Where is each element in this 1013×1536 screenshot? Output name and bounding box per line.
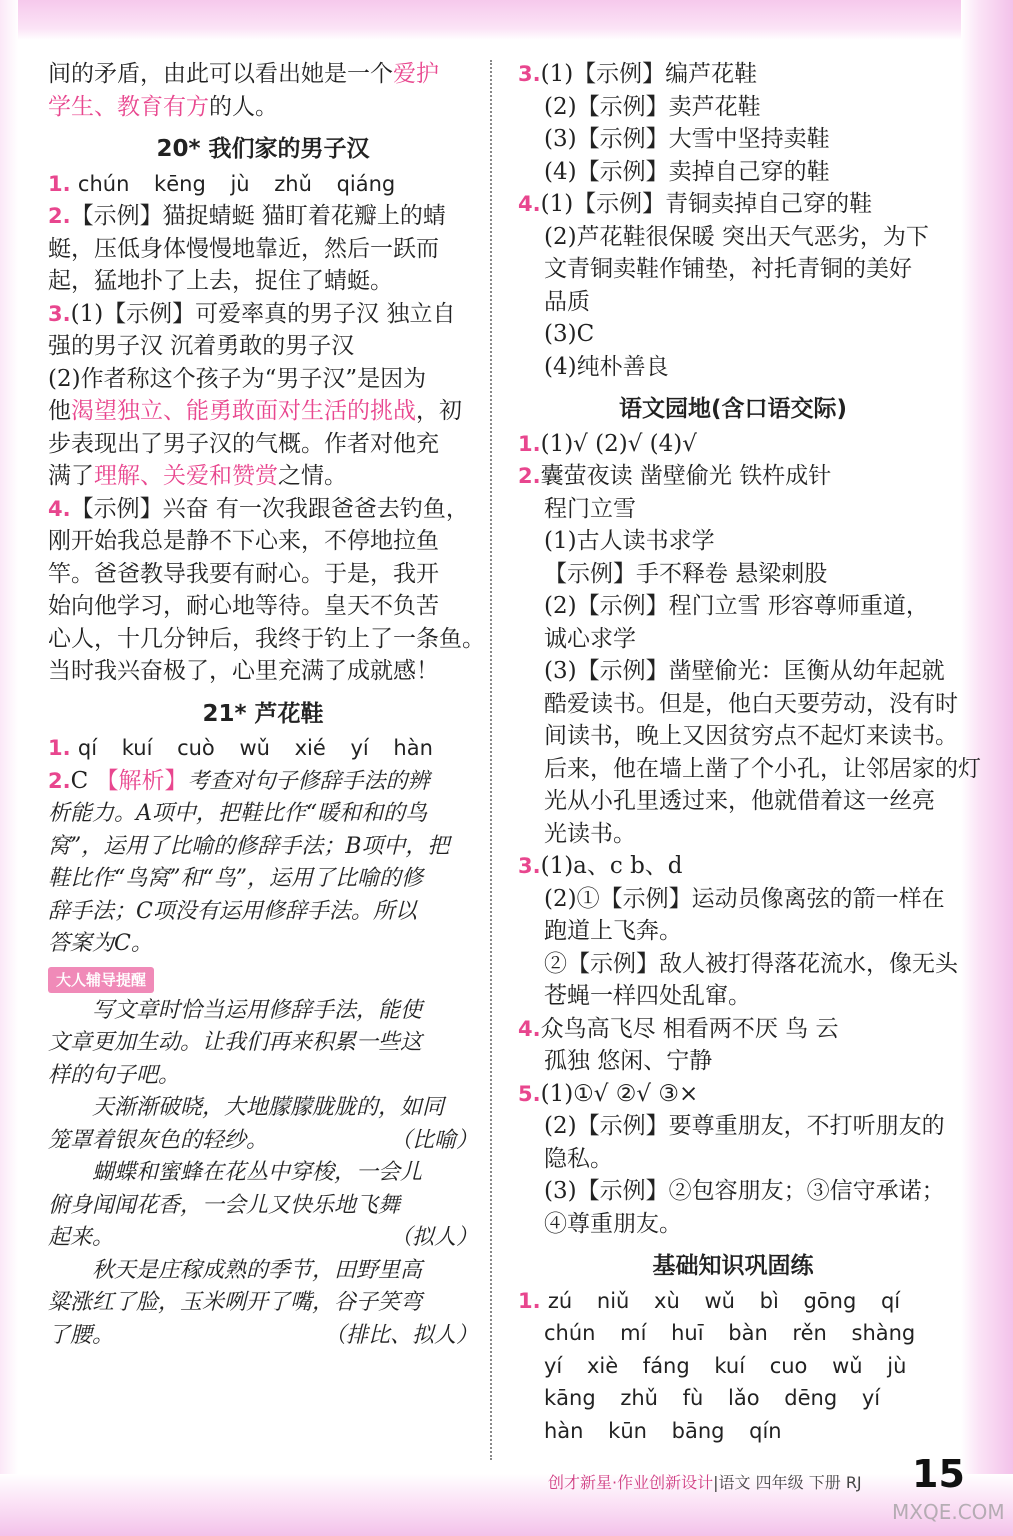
l21-q2-line: 答案为C。 (48, 931, 153, 956)
l21-q2-line: 2.C 【解析】考查对句子修辞手法的辨 (48, 767, 430, 794)
yw-q2-line: 后来，他在墙上凿了个小孔，让邻居家的灯 (544, 755, 981, 782)
tip-line: 文章更加生动。让我们再来积累一些这 (48, 1030, 423, 1055)
page-number: 15 (912, 1452, 965, 1496)
yw-q5-line: 隐私。 (544, 1145, 613, 1172)
column-divider (490, 60, 492, 1460)
yw-q1: 1.(1)√ (2)√ (4)√ (518, 430, 697, 457)
l20-q3-line: 满了理解、关爱和赞赏之情。 (48, 463, 347, 489)
intro-line-1: 间的矛盾，由此可以看出她是一个爱护 (48, 61, 439, 87)
l20-q4-line: 当时我兴奋极了，心里充满了成就感！ (48, 658, 439, 684)
l21-q3-line: (3)【示例】大雪中坚持卖鞋 (544, 126, 830, 152)
yw-q2-line: (2)【示例】程门立雪 形容尊师重道， (544, 593, 929, 619)
l20-q3-line: (2)作者称这个孩子为“男子汉”是因为 (48, 365, 427, 392)
footer-term: 下册 (808, 1473, 841, 1492)
site-watermark: MXQE.COM (892, 1500, 1005, 1524)
footer-grade: 四年级 (755, 1473, 804, 1492)
l21-q4-line: (2)芦花鞋很保暖 突出天气恶劣，为下 (544, 223, 929, 250)
lesson-21-title: 21* 芦花鞋 (202, 700, 324, 727)
tip-line: 天渐渐破晓，大地朦朦胧胧的，如同 (92, 1095, 445, 1120)
parent-tip-badge: 大人辅导提醒 (48, 967, 154, 993)
l20-q3-line: 强的男子汉 沉着勇敢的男子汉 (48, 333, 355, 359)
l20-q4-line: 心人，十几分钟后，我终于钓上了一条鱼。 (48, 625, 485, 652)
decorative-frame-top (0, 0, 1013, 40)
yw-q2-line: (3)【示例】凿壁偷光：匡衡从幼年起就 (544, 658, 945, 684)
footer-brand: 创才新星·作业创新设计 (548, 1473, 714, 1492)
yw-q5-line: (2)【示例】要尊重朋友，不打听朋友的 (544, 1113, 945, 1139)
yw-q2-line: 程门立雪 (544, 495, 636, 522)
yw-q3-line: (2)①【示例】运动员像离弦的箭一样在 (544, 885, 945, 912)
l21-q2-line: 析能力。A项中，把鞋比作“暖和和的鸟 (48, 801, 428, 826)
yw-q4-line: 孤独 悠闲、宁静 (544, 1048, 713, 1074)
basic-q1-line: hàn kūn bāng qín (544, 1418, 782, 1443)
tip-line: 蝴蝶和蜜蜂在花丛中穿梭，一会儿 (92, 1160, 423, 1185)
yw-q2-line: 酷爱读书。但是，他白天要劳动，没有时 (544, 690, 958, 717)
yw-q4-line: 4.众鸟高飞尽 相看两不厌 鸟 云 (518, 1015, 839, 1042)
yw-q3-line: 3.(1)a、c b、d (518, 853, 683, 879)
l21-q2-line: 鞋比作“鸟窝”和“鸟”，运用了比喻的修 (48, 866, 423, 891)
yw-q2-line: (1)古人读书求学 (544, 528, 715, 554)
tip-line: 俯身闻闻花香，一会儿又快乐地飞舞 (48, 1192, 401, 1218)
yw-q3-line: 跑道上飞奔。 (544, 918, 682, 944)
tip-line: 写文章时恰当运用修辞手法，能使 (92, 997, 423, 1023)
tip-line: 粱涨红了脸，玉米咧开了嘴，谷子笑弯 (48, 1290, 423, 1315)
l20-q3-line: 他渴望独立、能勇敢面对生活的挑战，初 (48, 398, 462, 424)
basic-q1-line: chún mí huī bàn rěn shàng (544, 1321, 916, 1345)
l20-q4-line: 4.【示例】兴奋 有一次我跟爸爸去钓鱼， (48, 495, 469, 522)
footer-series: 创才新星·作业创新设计|语文 四年级 下册 RJ (548, 1473, 862, 1492)
l20-q2-line: 2.【示例】猫捉蜻蜓 猫盯着花瓣上的蜻 (48, 203, 446, 229)
yw-q2-line: 2.囊萤夜读 凿壁偷光 铁杵成针 (518, 463, 832, 489)
basic-q1-line: kāng zhǔ fù lǎo dēng yí (544, 1386, 881, 1410)
tip-line: 秋天是庄稼成熟的季节，田野里高 (92, 1257, 423, 1283)
yw-q2-line: 【示例】手不释卷 悬梁刺股 (544, 560, 828, 587)
decorative-frame-left (0, 0, 18, 1536)
yw-q5-line: 5.(1)①√ ②√ ③× (518, 1080, 699, 1107)
yw-q2-line: 诚心求学 (544, 625, 636, 652)
intro-line-2: 学生、教育有方的人。 (48, 93, 278, 120)
l21-q1: 1. qí kuí cuò wǔ xié yí hàn (48, 736, 433, 760)
basic-q1-line: yí xiè fáng kuí cuo wǔ jù (544, 1353, 907, 1378)
tip-line: 样的句子吧。 (48, 1062, 181, 1088)
footer-edition: RJ (845, 1473, 862, 1492)
l21-q4-line: 文青铜卖鞋作铺垫，衬托青铜的美好 (544, 256, 912, 282)
yw-q3-line: 苍蝇一样四处乱窜。 (544, 983, 751, 1009)
l20-q4-line: 始向他学习，耐心地等待。皇天不负苦 (48, 593, 439, 619)
yw-q2-line: 光读书。 (544, 820, 636, 847)
yw-q5-line: (3)【示例】②包容朋友；③信守承诺； (544, 1178, 945, 1204)
lesson-20-title: 20* 我们家的男子汉 (156, 136, 370, 162)
l21-q4-line: 4.(1)【示例】青铜卖掉自己穿的鞋 (518, 191, 873, 217)
l20-q2-line: 蜓，压低身体慢慢地靠近，然后一跃而 (48, 235, 439, 262)
l20-q4-line: 刚开始我总是静不下心来，不停地拉鱼 (48, 528, 439, 554)
tip-line: 笼罩着银灰色的轻纱。 （比喻） (48, 1127, 478, 1153)
l20-q3-line: 步表现出了男子汉的气概。作者对他充 (48, 430, 439, 457)
yw-q2-line: 光从小孔里透过来，他就借着这一丝亮 (544, 788, 935, 814)
yw-q5-line: ④尊重朋友。 (544, 1210, 682, 1237)
l21-q2-line: 窝”，运用了比喻的修辞手法；B项中，把 (48, 833, 450, 859)
l21-q3-line: 3.(1)【示例】编芦花鞋 (518, 61, 758, 87)
l21-q2-line: 辞手法；C项没有运用修辞手法。所以 (48, 898, 417, 924)
tip-line: 了腰。 （排比、拟人） (48, 1322, 478, 1348)
basic-q1-line: 1. zú niǔ xù wǔ bì gōng qí (518, 1288, 901, 1313)
yw-q2-line: 间读书，晚上又因贫穷点不起灯来读书。 (544, 723, 958, 749)
tip-line: 起来。 （拟人） (48, 1225, 478, 1250)
yw-q3-line: ②【示例】敌人被打得落花流水，像无头 (544, 950, 958, 977)
l20-q3-line: 3.(1)【示例】可爱率真的男子汉 独立自 (48, 300, 456, 327)
l21-q4-line: 品质 (544, 288, 590, 315)
l20-q1: 1. chún kēng jù zhǔ qiáng (48, 171, 396, 196)
left-column (48, 58, 485, 1352)
l21-q3-line: (4)【示例】卖掉自己穿的鞋 (544, 158, 830, 185)
yuwen-garden-title: 语文园地(含口语交际) (618, 396, 848, 422)
footer-subject: 语文 (718, 1473, 751, 1492)
l20-q2-line: 起，猛地扑了上去，捉住了蜻蜓。 (48, 268, 393, 294)
l21-q4-line: (3)C (544, 321, 595, 347)
l21-q4-line: (4)纯朴善良 (544, 353, 669, 380)
basic-practice-title: 基础知识巩固练 (652, 1253, 814, 1279)
l20-q4-line: 竿。爸爸教导我要有耐心。于是，我开 (48, 560, 439, 587)
l21-q3-line: (2)【示例】卖芦花鞋 (544, 93, 761, 120)
right-column (518, 58, 981, 1447)
